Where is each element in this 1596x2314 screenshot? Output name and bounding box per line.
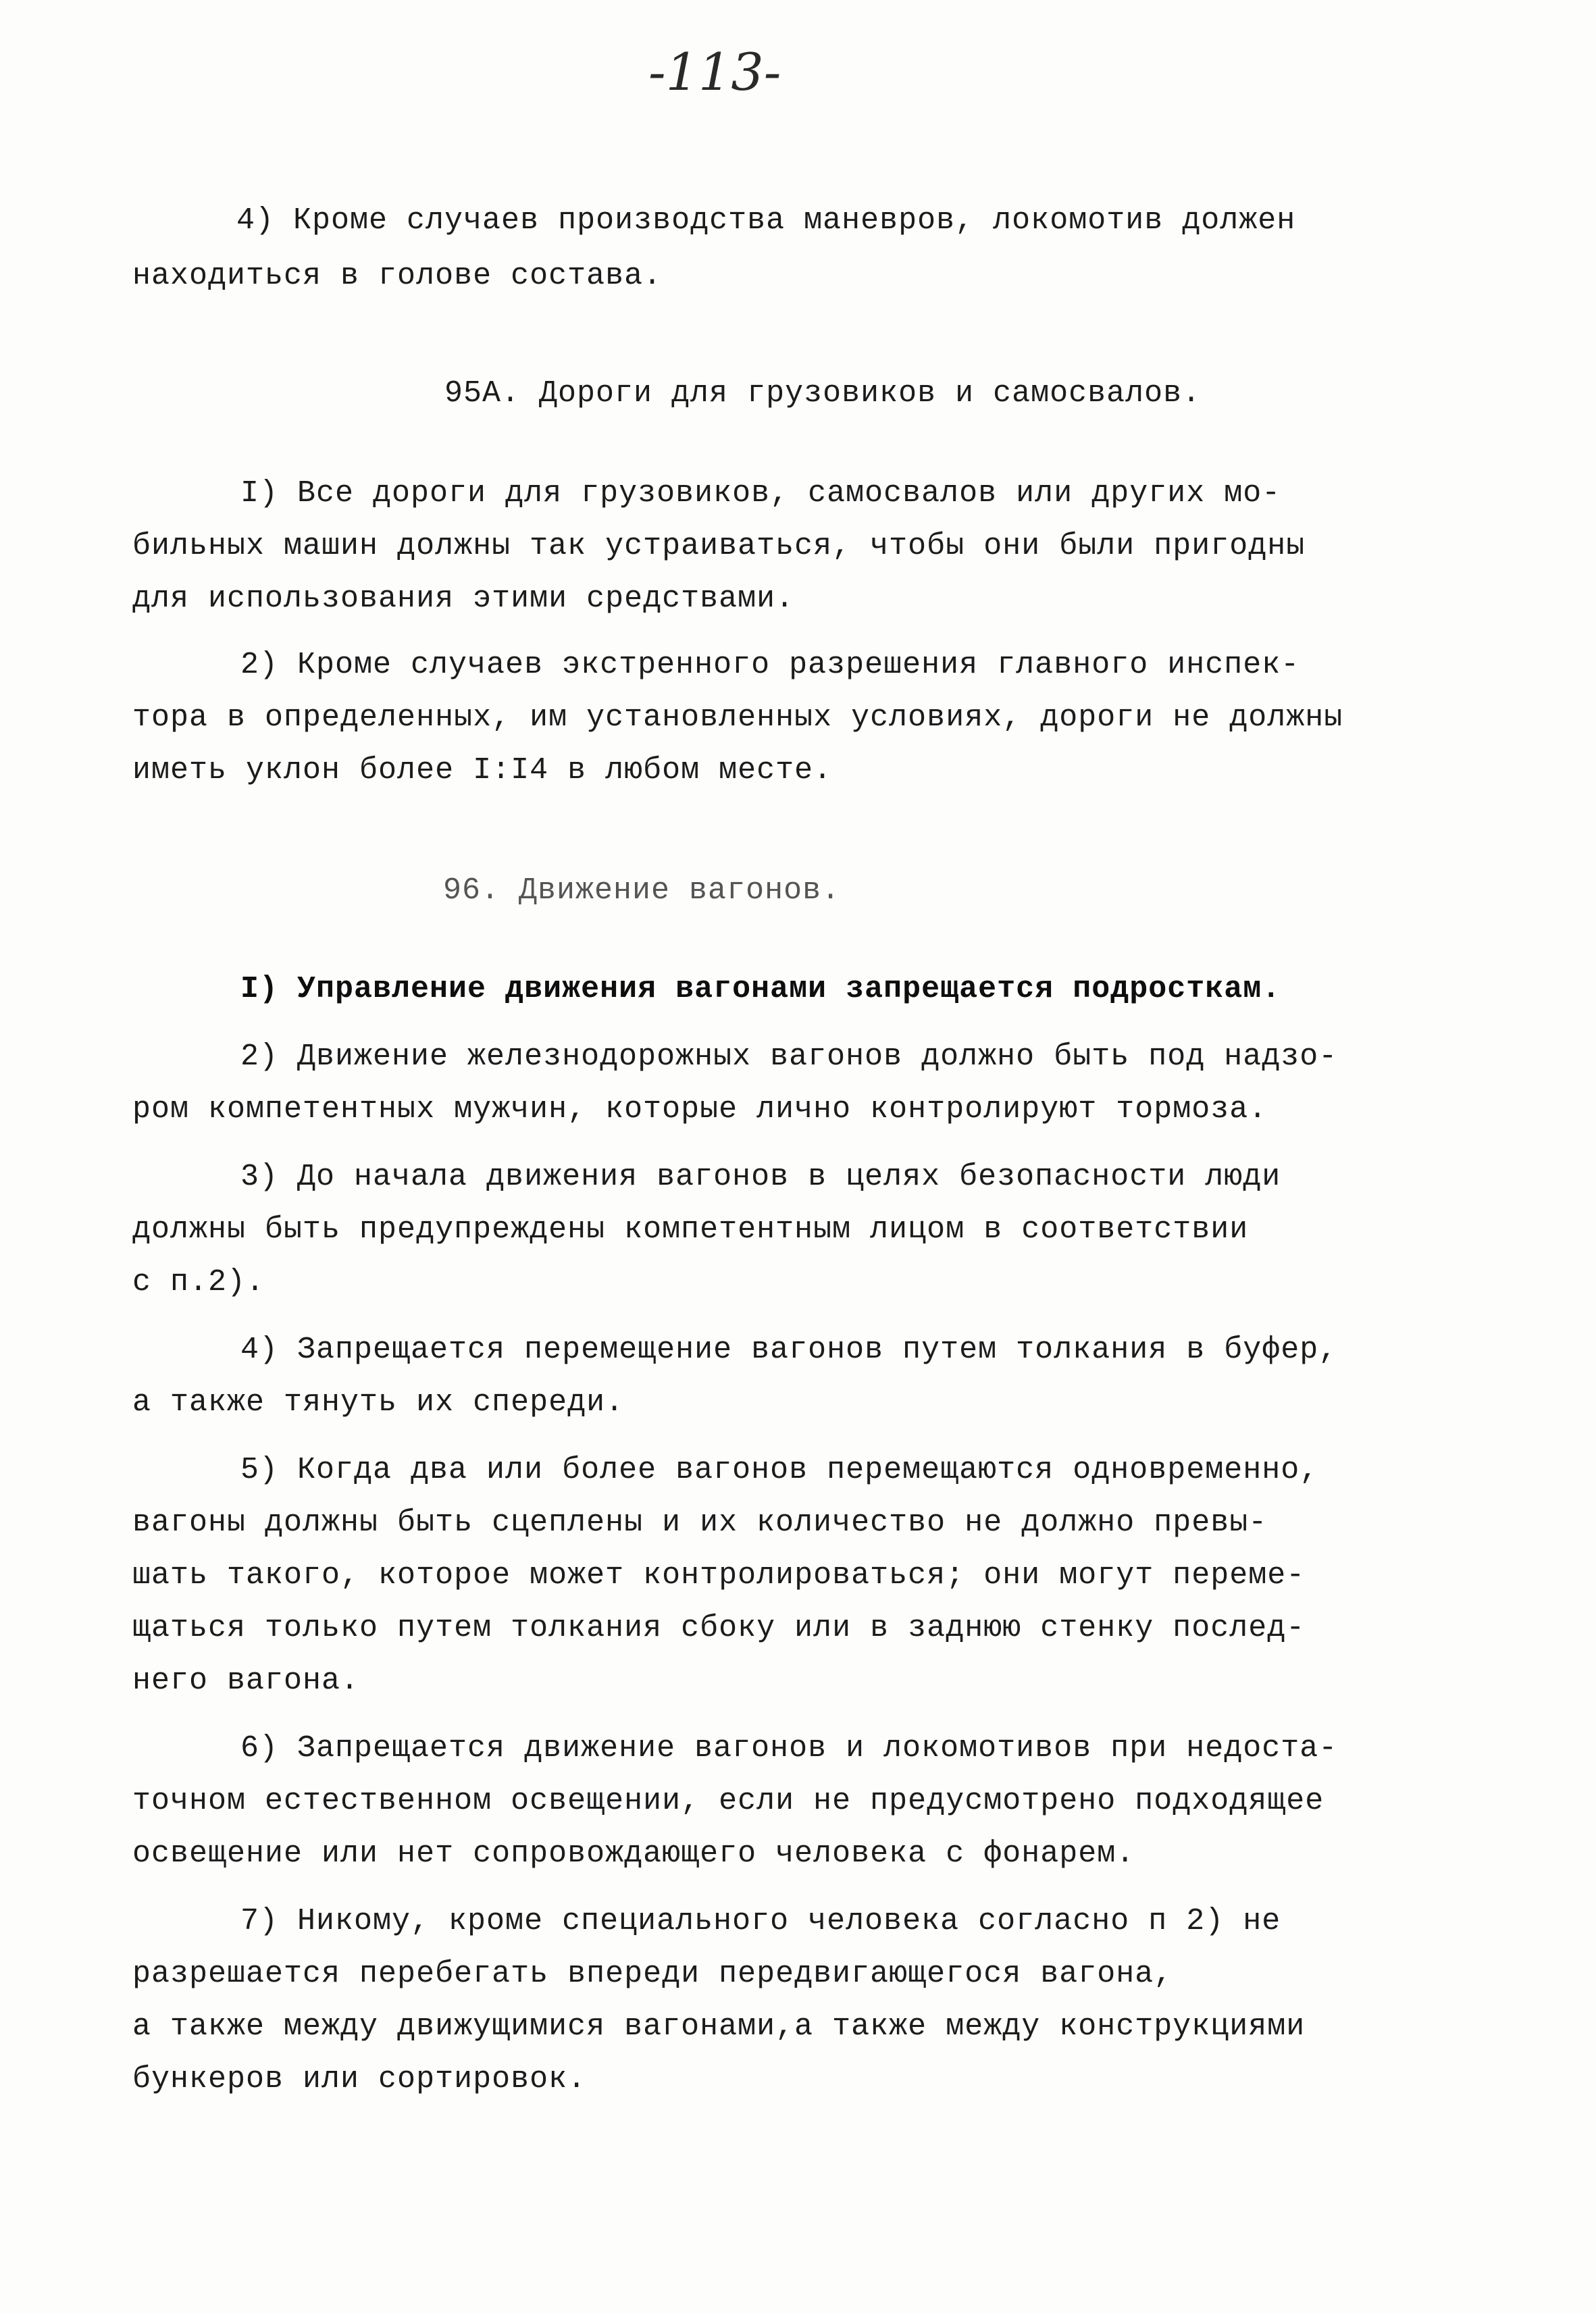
text-line: находиться в голове состава.	[132, 259, 663, 293]
text-line: ром компетентных мужчин, которые лично контролируют тормоза.	[132, 1092, 1268, 1127]
text-line: 3) До начала движения вагонов в целях безопасности люди	[240, 1160, 1281, 1194]
text-line: а также между движущимися вагонами,а также между конструкциями	[132, 2009, 1306, 2044]
text-line: вагоны должны быть сцеплены и их количество не должно превы-	[132, 1506, 1268, 1540]
text-line: с п.2).	[132, 1265, 265, 1300]
text-line: а также тянуть их спереди.	[132, 1385, 625, 1420]
text-line: иметь уклон более I:I4 в любом месте.	[132, 753, 833, 788]
text-line: 5) Когда два или более вагонов перемещаются одновременно,	[240, 1453, 1319, 1487]
text-line: 2) Кроме случаев экстренного разрешения главного инспек-	[240, 648, 1300, 682]
text-line: должны быть предупреждены компетентным лицом в соответствии	[132, 1212, 1249, 1247]
text-line: шать такого, которое может контролироваться; они могут переме-	[132, 1558, 1306, 1593]
text-line: точном естественном освещении, если не предусмотрено подходящее	[132, 1784, 1324, 1818]
page-number: -113-	[648, 42, 781, 102]
text-line: разрешается перебегать впереди передвигающегося вагона,	[132, 1957, 1173, 1991]
text-line: I) Все дороги для грузовиков, самосвалов или других мо-	[240, 476, 1281, 511]
text-line: него вагона.	[132, 1664, 360, 1698]
text-line: 4) Кроме случаев производства маневров, локомотив должен	[236, 203, 1296, 238]
text-line: бильных машин должны так устраиваться, чтобы они были пригодны	[132, 529, 1306, 563]
text-line: для использования этими средствами.	[132, 582, 795, 616]
text-line: I) Управление движения вагонами запрещается подросткам.	[240, 972, 1281, 1006]
text-line: 2) Движение железнодорожных вагонов должно быть под надзо-	[240, 1039, 1338, 1074]
text-line: 4) Запрещается перемещение вагонов путем толкания в буфер,	[240, 1333, 1338, 1367]
text-line: освещение или нет сопровождающего человека с фонарем.	[132, 1836, 1135, 1871]
text-line: щаться только путем толкания сбоку или в заднюю стенку послед-	[132, 1611, 1306, 1645]
text-line: тора в определенных, им установленных условиях, дороги не должны	[132, 700, 1343, 735]
text-line: 6) Запрещается движение вагонов и локомотивов при недоста-	[240, 1731, 1338, 1766]
section-heading: 95А. Дороги для грузовиков и самосвалов.	[444, 376, 1202, 411]
section-heading: 96. Движение вагонов.	[443, 873, 841, 908]
text-line: 7) Никому, кроме специального человека согласно п 2) не	[240, 1904, 1281, 1938]
text-line: бункеров или сортировок.	[132, 2062, 587, 2097]
